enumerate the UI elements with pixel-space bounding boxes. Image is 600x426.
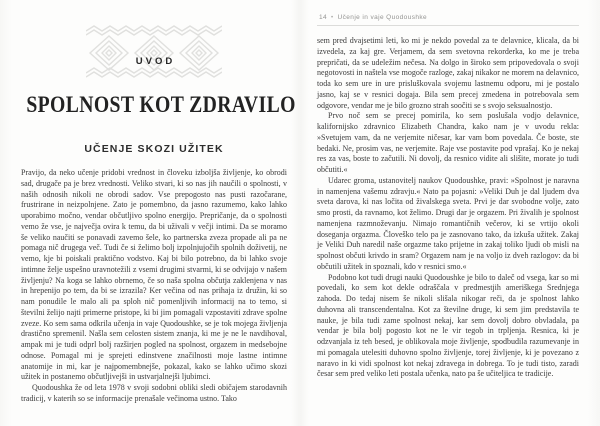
section-label: UVOD: [135, 56, 176, 67]
paragraph: Quodoushka že od leta 1978 v svoji sodobni obliki sledi običajem starodavnih tradicij, v katerih so se informacije prenašale večinoma ustno. Tako: [21, 383, 287, 403]
paragraph: sem pred dvajsetimi leti, ko mi je nekdo povedal za te delavnice, klicala, da bi izvedela, za kaj gre. Verjamem, da sem svetovna rekorderka, ko me je treba prepričati, da se udeležim nečesa. Na dolgo in široko sem pripovedovala o svoji negotovosti in naštela vse mogoče razloge, zakaj nikakor ne morem na delavnico, toda ko sem ure in ure prisluškovala svojemu lastnemu odporu, mi je postalo jasno, kaj se v resnici dogaja. Bila sem precej zmedena in potrebovala sem odgovore, vendar me je bilo grozno strah soočiti se s svojo seksualnostjo.: [317, 36, 579, 110]
chapter-ornament: [86, 24, 222, 80]
page-right: [300, 0, 600, 426]
tribal-diamond-pattern-icon: [86, 24, 222, 80]
paragraph: Prvo noč sem se precej pomirila, ko sem poslušala vodjo delavnice, kalifornijsko zdravnico Elizabeth Chandra, kako nam je v uvodu rekla: »Svetujem vam, da ne verjemite ničesar, kar vam bom povedala. Če boste, ste bedaki. Ne, prosim vas, ne verjemite. Raje vse postavite pod vprašaj. Ko je nekaj res za vas, boste to začutili. Ni dovolj, da resnico vidite ali slišite, morate jo tudi občutiti.«: [317, 111, 579, 174]
running-header: [317, 12, 579, 26]
paragraph: Udarec groma, ustanovitelj naukov Quodoushke, pravi: »Spolnost je naravna in namenjena vašemu zdravju.« Nato pa pojasni: »Veliki Duh je dal ljudem dva sveta darova, ki nas ločita od živalskega sveta. Prvi je dar svobodne volje, zato smo prosti, da ravnamo, kot želimo. Drugi dar je orgazem. Pri živalih je spolnost namenjena razmnoževanju. Nimajo romantičnih večerov, ki se vrtijo okoli doseganja orgazma. Človeško telo pa je zasnovano tako, da izkuša užitek. Zakaj je Veliki Duh naredil naše orgazme tako prijetne in zakaj toliko ljudi ob misli na spolnost občuti krivdo in sram? Orgazem nam je na voljo iz dveh razlogov: da bi občutili užitek in spoznali, kdo v resnici smo.«: [317, 175, 579, 271]
chapter-subtitle: UČENJE SKOZI UŽITEK: [84, 143, 224, 155]
chapter-title: SPOLNOST KOT ZDRAVILO: [26, 93, 296, 118]
right-page-body: [317, 36, 579, 380]
page-number: 14: [319, 14, 328, 21]
header-separator-icon: •: [331, 15, 334, 21]
left-page-body: [21, 168, 287, 405]
running-header-title: Učenje in vaje Quodoushke: [337, 14, 428, 21]
paragraph: Pravijo, da neko učenje pridobi vrednost in človeku izboljša življenje, ko obrodi sad, drugače pa je brez vrednosti. Veliko stvari, ki so nas jih naučili o spolnosti, v naših odnosih nikoli ne obrodi sadov. Vse prepogosto nas pusti razočarane, frustrirane in neizpolnjene. Zato je pomembno, da jasno razumemo, kako lahko uporabimo močno, vendar občutljivo spolno energijo. Prepričanje, da o spolnosti vemo že vse, je največja ovira k temu, da bi uživali v večji intimi. Da se moramo še veliko naučiti se ponavadi zavemo šele, ko partnerska zveza propade ali pa ne pomaga nič drugega več. Tudi če si želimo bolj izpolnjujočih spolnih doživetij, ne vemo, kje bi poiskali praktično vodstvo. Kaj bi bilo potrebno, da bi lahko svoje intimne želje uspešno uravnotežili z vsemi drugimi stvarmi, ki se odvijajo v našem življenju? Na koga se lahko obrnemo, če so naša spolna občutja zaklenjena v nas in hrepenijo po tem, da bi se izrazila? Ker večina od nas prihaja iz družin, ki so nam ponudile le malo ali pa sploh nič pomenljivih informacij na to temo, si številni želijo najti primerne pristope, ki bi jim pomagali vzpostaviti zdrave spolne zveze. Ko sem sama odkrila učenja in vaje Quodoushke, se je tok mojega življenja drastično spremenil. Našla sem celosten sistem znanja, ki me je ne le navdihoval, ampak mi je tudi odprl bolj razširjen pogled na spolnost, orgazem in medsebojne odnose. Pomagal mi je sprejeti edinstvene značilnosti moje lastne intimne anatomije in mi, kar je najpomembnejše, pokazal, kako se lahko učimo skozi užitek in postanemo občutljivejši in ustvarjalnejši ljubimci.: [21, 168, 287, 382]
paragraph: Podobno kot tudi drugi nauki Quodoushke je bilo to daleč od vsega, kar so mi povedali, ko sem kot dekle odraščala v predmestjih ameriškega Srednjega zahoda. Do tedaj nisem še nikoli slišala nikogar reči, da je spolnost lahko duhovna ali transcendentalna. Kot za številne druge, ki sem jim predstavila te nauke, je bila tudi zame spolnost nekaj, kar sem dovolj dobro obvladala, pa vendar je bila bolj pogosto kot ne le vir tegob in trpljenja. Resnica, ki je odzvanjala iz teh besed, je oblikovala moje življenje, spodbudila razumevanje in mi pomagala utelesiti duhovno spolno življenje, torej življenje, ki je povezano z naravo in ki vidi spolnost kot nekaj zdravega in dobrega. To je tudi tisto, zaradi česar sem pred veliko leti postala učenka, nato pa še učiteljica te tradicije.: [317, 272, 579, 379]
